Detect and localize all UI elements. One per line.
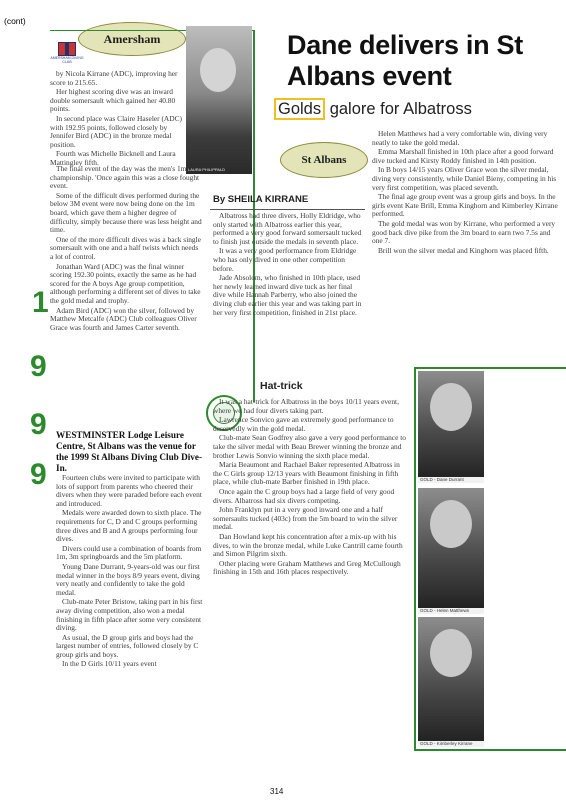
paragraph: Albatross had three divers, Holly Eldridge, who only started with Albatross earlier this year, performed a very good forward somersault tucked to finish just outside the medals in seventh place. [213, 211, 362, 246]
margin-number: 9 [30, 458, 47, 491]
paragraph: Young Dane Durrant, 9-years-old was our first medal winner in the boys 8/9 years event, diving very neatly and confidently to take the gold medal. [56, 561, 200, 597]
westminster-article [56, 430, 206, 670]
paragraph: Jade Absolom, who finished in 10th place, used her newly learned inward dive tuck as her final dive while Hannah Parberry, who also joined the diving club earlier this year and was taking part in her very first competition, finished in 21st place. [213, 273, 362, 317]
flag-icon [58, 42, 76, 56]
paragraph: Fourth was Michelle Bicknell and Laura Mattingley fifth. [50, 149, 176, 167]
photo-caption: GOLD - Helen Matthews [418, 608, 484, 614]
byline: By SHEILA KIRRANE [213, 194, 309, 205]
paragraph: Medals were awarded down to sixth place. The requirements for C, D and C groups performing three dives and B and A groups performing four dives. [56, 508, 202, 544]
subheadline-rest: galore for Albatross [325, 100, 472, 118]
photo-face [430, 629, 472, 677]
club-logo [50, 42, 84, 68]
paragraph: Emma Marshall finished in 10th place after a good forward dive tucked and Kirsty Roddy finished in 14th position. [372, 147, 554, 165]
paragraph: In B boys 14/15 years Oliver Grace won the silver medal, diving very consistently, while Daniel Bieny, competing in his very first competition, was placed seventh. [372, 165, 557, 192]
margin-number: 9 [30, 350, 47, 383]
paragraph: The gold medal was won by Kirrane, who performed a very good back dive pike from the 3m board to earn two 7.5s and one 7. [372, 218, 556, 246]
paragraph: Club-mate Sean Godfrey also gave a very good performance to take the silver medal with Beau Brewer winning the bronze and brother Lewis Sonvio winning the sixth place medal. [213, 433, 406, 460]
amersham-label: Amersham [78, 22, 186, 56]
paragraph: Jonathan Ward (ADC) was the final winner scoring 192.30 points, exactly the same as he had scored for the A boys Age group competition, although performing a different set of dives to take the gold medal and trophy. [50, 261, 201, 305]
page-number: 314 [270, 787, 284, 796]
column-3-text [372, 130, 560, 256]
club-logo-caption: AMERSHAM DIVING CLUB [50, 56, 84, 64]
westminster-lead: WESTMINSTER Lodge Leisure Centre, St Albans was the venue for the 1999 St Albans Diving Club Dive-In. [56, 430, 203, 473]
byline-rule [210, 209, 365, 210]
swimmer-photo [186, 26, 252, 174]
margin-number: 9 [30, 408, 47, 441]
paragraph: Brill won the silver medal and Kinghorn was placed fifth. [378, 245, 549, 255]
subheadline [274, 100, 472, 119]
column-1-text [50, 70, 184, 169]
paragraph: Once again the C group boys had a large field of very good divers. Albatross had six divers competing. [213, 486, 395, 505]
photo-caption: GOLD - Dane Durrant [418, 477, 484, 483]
margin-number: 1 [32, 286, 49, 319]
paragraph: In the D Girls 10/11 years event [62, 659, 157, 669]
paragraph: The final age group event was a group girls and boys. In the girls event Kate Brill, Emma Kinghorn and Kimberley Kirrane performed. [372, 192, 558, 219]
winner-photo [418, 488, 484, 614]
paragraph: Adam Bird (ADC) won the silver, followed by Matthew Metcalfe (ADC) Club colleagues Oliver Grace was fourth and James Carter seventh. [50, 305, 197, 332]
paragraph: It was a very good performance from Eldridge who has only dived in one other competition before. [213, 246, 357, 273]
continued-label: (cont) [4, 16, 26, 26]
paragraph: Club-mate Peter Bristow, taking part in his first away diving competition, also won a medal finishing in fifth place after some very consistent diving. [56, 597, 203, 633]
paragraph: Divers could use a combination of boards from 1m, 3m springboards and the 5m platform. [56, 543, 202, 562]
headline: Dane delivers in St Albans event [287, 30, 523, 91]
paragraph: In second place was Claire Haseler (ADC) with 192.95 points, followed closely by Jennifer Bird (ADC) in the bronze medal position. [50, 113, 183, 149]
paragraph: One of the more difficult dives was a back single somersault with one and a half twists which needs a lot of control. [50, 234, 201, 261]
paragraph: Helen Matthews had a very comfortable win, diving very neatly to take the gold medal. [372, 129, 548, 147]
photo-face [430, 383, 472, 431]
photo-face [430, 500, 472, 548]
column-2-text [213, 212, 365, 318]
hat-trick-heading: Hat-trick [260, 380, 303, 392]
column-2-text-lower [213, 398, 409, 578]
photo-caption: GOLD - Kimberley Kirrane [418, 741, 484, 747]
paragraph: The final event of the day was the men's 1m championship. 'Once again this was a close fought event. [50, 164, 200, 191]
paragraph: Fourteen clubs were invited to participate with lots of support from parents who cheered their divers when they were paraded before each event and introduced. [56, 473, 202, 508]
paragraph: Other placing were Graham Matthews and Greg McCullough finishing in 15th and 16th places respectively. [213, 558, 401, 577]
photo-caption: LAURA PHILIPPALD [188, 167, 226, 172]
column-1-text-lower [50, 165, 202, 333]
subheadline-highlight: Golds [274, 98, 325, 120]
paragraph: It was a hat-trick for Albatross in the boys 10/11 years event, where we had four divers taking part. [213, 397, 399, 415]
paragraph: Maria Beaumont and Rachael Baker represented Albatross in the C Girls group 12/13 years with Beaumont finishing in fifth place, while club-mate Barber finished in 19th place. [213, 460, 400, 487]
paragraph: Some of the difficult dives performed during the below 3M event were now being done on the 1m board, which gave them a higher degree of difficulty, simply because there was less height and time. [50, 190, 202, 235]
winner-photo [418, 617, 484, 747]
paragraph: Lawrence Sonvico gave an extremely good performance to deservedly win the gold medal. [213, 415, 394, 433]
paragraph: As usual, the D group girls and boys had the largest number of entries, followed closely by C group girls and boys. [56, 632, 199, 659]
paragraph: Her highest scoring dive was an inward double somersault which gained her 40.80 points. [50, 87, 176, 114]
photo-face [200, 48, 236, 92]
paragraph: John Franklyn put in a very good inward one and a half somersaults tucked (403c) from the 5m board to win the silver medal. [213, 505, 398, 532]
paragraph: by Nicola Kirrane (ADC), improving her score to 215.65. [50, 69, 178, 87]
st-albans-label: St Albans [280, 142, 368, 178]
paragraph: Dan Howland kept his concentration after a mix-up with his dives, to win the bronze medal, while Luke Cantrill came fourth and Simon Pilgrim sixth. [213, 531, 403, 559]
winner-photo [418, 371, 484, 483]
